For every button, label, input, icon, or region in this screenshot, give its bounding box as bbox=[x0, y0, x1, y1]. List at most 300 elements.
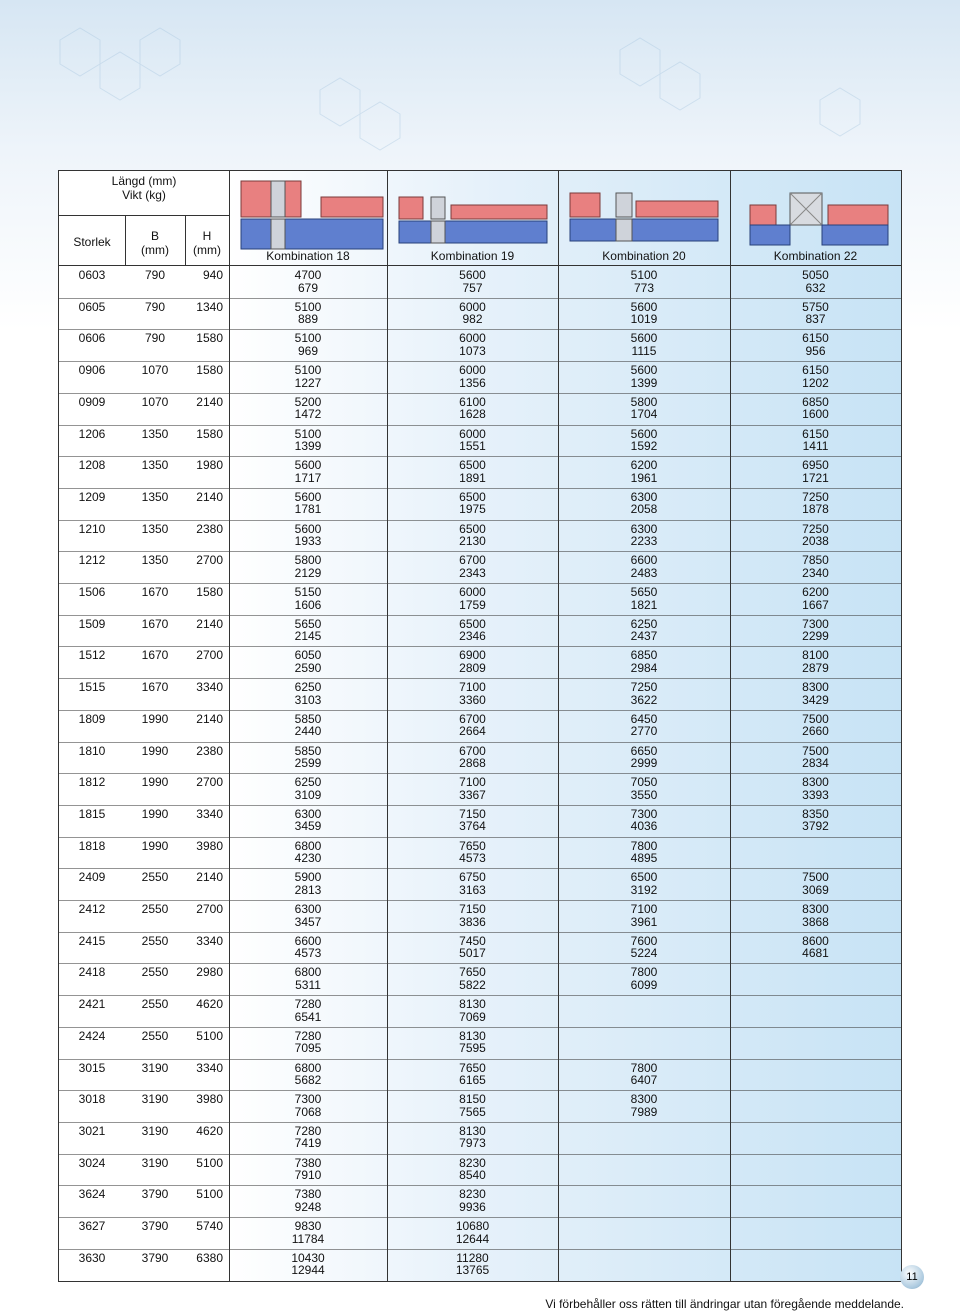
units-caption bbox=[59, 174, 229, 202]
row-separator bbox=[59, 456, 901, 457]
value-cell bbox=[387, 649, 558, 674]
h-cell: 1580 bbox=[196, 585, 223, 599]
table-row bbox=[59, 583, 901, 615]
value-cell bbox=[730, 808, 901, 833]
weight-value: 2130 bbox=[459, 534, 486, 549]
row-separator bbox=[59, 932, 901, 933]
length-value: 5600 bbox=[630, 426, 658, 441]
weight-value: 1961 bbox=[630, 470, 658, 485]
h-cell: 2140 bbox=[196, 394, 223, 409]
length-value: 6650 bbox=[630, 743, 658, 758]
b-cell: 3790 bbox=[141, 1219, 169, 1233]
length-value: 6500 bbox=[630, 870, 658, 885]
weight-value: 2984 bbox=[630, 660, 658, 675]
h-cell: 5100 bbox=[196, 1187, 223, 1202]
value-cell bbox=[387, 1188, 558, 1213]
weight-value: 3429 bbox=[802, 692, 829, 707]
weight-value: 3109 bbox=[294, 787, 322, 802]
table-row bbox=[59, 361, 901, 393]
weight-value: 969 bbox=[297, 343, 319, 358]
length-value: 6900 bbox=[459, 648, 486, 663]
length-value: 5100 bbox=[294, 426, 322, 441]
row-separator bbox=[59, 963, 901, 964]
weight-value: 1600 bbox=[802, 407, 829, 422]
length-value: 8100 bbox=[802, 648, 829, 663]
length-value: 6700 bbox=[459, 743, 486, 758]
row-separator bbox=[59, 1217, 901, 1218]
weight-value: 2599 bbox=[294, 756, 322, 770]
length-value: 6500 bbox=[459, 521, 486, 536]
value-cell bbox=[558, 523, 730, 548]
table-row bbox=[59, 456, 901, 488]
weight-value: 1667 bbox=[802, 597, 829, 612]
b-cell: 1670 bbox=[141, 648, 169, 663]
h-cell: 2700 bbox=[196, 902, 223, 916]
row-separator bbox=[59, 1059, 901, 1060]
weight-value: 3360 bbox=[459, 692, 486, 707]
length-value: 6500 bbox=[459, 458, 486, 473]
weight-value: 7565 bbox=[459, 1104, 486, 1119]
b-cell: 3190 bbox=[141, 1060, 169, 1075]
size-cell: 1206 bbox=[78, 426, 106, 441]
weight-value: 6407 bbox=[630, 1073, 658, 1087]
weight-value: 7973 bbox=[459, 1136, 486, 1151]
weight-value: 2664 bbox=[459, 724, 486, 739]
value-cell bbox=[229, 1252, 387, 1277]
length-value: 8130 bbox=[459, 1123, 486, 1138]
length-value: 7600 bbox=[630, 933, 658, 948]
weight-value: 3459 bbox=[294, 819, 322, 834]
combo-18-header bbox=[229, 171, 387, 265]
row-separator bbox=[59, 488, 901, 489]
weight-value: 2868 bbox=[459, 756, 486, 770]
h-cell: 3340 bbox=[196, 680, 223, 695]
weight-value: 3393 bbox=[802, 787, 829, 802]
value-cell bbox=[730, 871, 901, 896]
length-value: 6300 bbox=[630, 521, 658, 536]
length-value: 6800 bbox=[294, 965, 322, 980]
value-cell bbox=[229, 301, 387, 326]
weight-value: 12644 bbox=[455, 1231, 490, 1246]
weight-value: 2770 bbox=[630, 724, 658, 739]
value-cell bbox=[387, 396, 558, 421]
h-cell: 3980 bbox=[196, 1092, 223, 1107]
value-cell bbox=[229, 586, 387, 611]
value-cell bbox=[387, 586, 558, 611]
h-cell: 2980 bbox=[196, 965, 223, 980]
weight-value: 1019 bbox=[630, 312, 658, 327]
weight-value: 2660 bbox=[802, 724, 829, 739]
b-cell: 3190 bbox=[141, 1155, 169, 1170]
value-cell bbox=[229, 1125, 387, 1150]
table-row bbox=[59, 900, 901, 932]
h-cell: 5100 bbox=[196, 1155, 223, 1170]
value-cell bbox=[229, 1157, 387, 1182]
table-row bbox=[59, 551, 901, 583]
weight-value: 679 bbox=[297, 280, 319, 295]
weight-value: 1933 bbox=[294, 534, 322, 549]
value-cell bbox=[229, 713, 387, 738]
length-value: 7100 bbox=[459, 775, 486, 790]
weight-value: 4230 bbox=[294, 851, 322, 866]
length-value: 7500 bbox=[802, 870, 829, 885]
header-divider bbox=[59, 215, 229, 216]
value-cell bbox=[730, 396, 901, 421]
page-number-badge: 11 bbox=[900, 1265, 924, 1289]
weight-value: 9936 bbox=[459, 1199, 486, 1214]
length-value: 7450 bbox=[459, 933, 486, 948]
value-cell bbox=[730, 935, 901, 960]
length-value: 8300 bbox=[630, 1092, 658, 1107]
table-row bbox=[59, 1027, 901, 1059]
length-value: 5200 bbox=[294, 394, 322, 409]
length-value: 6500 bbox=[459, 616, 486, 631]
length-value: 6050 bbox=[294, 648, 322, 663]
weight-value: 1628 bbox=[459, 407, 486, 422]
h-cell: 940 bbox=[202, 268, 223, 282]
length-value: 5100 bbox=[630, 268, 658, 282]
length-value: 6600 bbox=[630, 553, 658, 568]
combo-20-diagram-icon bbox=[566, 175, 726, 251]
weight-value: 632 bbox=[805, 280, 826, 295]
weight-value: 7989 bbox=[630, 1104, 658, 1119]
length-caption: Längd (mm) bbox=[111, 174, 177, 188]
value-cell bbox=[730, 649, 901, 674]
weight-value: 4573 bbox=[459, 851, 486, 866]
row-separator bbox=[59, 520, 901, 521]
weight-value: 9248 bbox=[294, 1199, 322, 1214]
weight-value: 1721 bbox=[802, 470, 829, 485]
weight-value: 3868 bbox=[802, 914, 829, 929]
value-cell bbox=[387, 808, 558, 833]
weight-value: 3764 bbox=[459, 819, 486, 834]
row-separator bbox=[59, 551, 901, 552]
length-value: 6200 bbox=[802, 585, 829, 599]
weight-value: 757 bbox=[462, 280, 483, 295]
length-value: 6500 bbox=[459, 489, 486, 504]
disclaimer-text: Vi förbehåller oss rätten till ändringar utan föregående meddelande. bbox=[545, 1297, 904, 1311]
length-value: 7380 bbox=[294, 1187, 322, 1202]
length-value: 7300 bbox=[630, 806, 658, 821]
row-separator bbox=[59, 1090, 901, 1091]
weight-caption: Vikt (kg) bbox=[122, 188, 166, 202]
size-cell: 1810 bbox=[78, 743, 106, 758]
value-cell bbox=[730, 586, 901, 611]
weight-value: 7910 bbox=[294, 1168, 322, 1183]
length-value: 8150 bbox=[459, 1092, 486, 1107]
length-value: 7500 bbox=[802, 711, 829, 726]
length-value: 5100 bbox=[294, 299, 322, 314]
value-cell bbox=[229, 428, 387, 453]
length-value: 5100 bbox=[294, 331, 322, 346]
length-value: 7650 bbox=[459, 838, 486, 853]
weight-value: 3192 bbox=[630, 882, 658, 897]
b-cell: 2550 bbox=[141, 902, 169, 916]
weight-value: 3103 bbox=[294, 692, 322, 707]
weight-value: 1227 bbox=[294, 375, 322, 390]
value-cell bbox=[229, 554, 387, 579]
row-separator bbox=[59, 678, 901, 679]
row-separator bbox=[59, 361, 901, 362]
length-value: 5600 bbox=[459, 268, 486, 282]
size-column-header: Storlek bbox=[73, 235, 111, 249]
b-cell: 3190 bbox=[141, 1092, 169, 1107]
length-value: 5800 bbox=[294, 553, 322, 568]
length-value: 7280 bbox=[294, 1028, 322, 1043]
length-value: 5650 bbox=[294, 616, 322, 631]
weight-value: 6541 bbox=[294, 1009, 322, 1024]
value-cell bbox=[558, 428, 730, 453]
value-cell bbox=[229, 840, 387, 865]
size-cell: 1809 bbox=[78, 711, 106, 726]
length-value: 5650 bbox=[630, 585, 658, 599]
row-separator bbox=[59, 742, 901, 743]
length-value: 5600 bbox=[630, 363, 658, 378]
value-cell bbox=[387, 491, 558, 516]
table-row bbox=[59, 329, 901, 361]
weight-value: 1592 bbox=[630, 439, 658, 453]
value-cell bbox=[387, 364, 558, 389]
h-cell: 6380 bbox=[196, 1250, 223, 1265]
weight-value: 2145 bbox=[294, 629, 322, 644]
row-separator bbox=[59, 425, 901, 426]
value-cell bbox=[387, 1220, 558, 1245]
length-value: 6250 bbox=[294, 680, 322, 695]
value-cell bbox=[558, 713, 730, 738]
table-row bbox=[59, 425, 901, 457]
size-cell: 0909 bbox=[78, 394, 106, 409]
weight-value: 2346 bbox=[459, 629, 486, 644]
value-cell bbox=[387, 301, 558, 326]
weight-value: 11784 bbox=[291, 1231, 325, 1246]
size-cell: 1818 bbox=[78, 838, 106, 853]
length-value: 7850 bbox=[802, 553, 829, 568]
b-cell: 1070 bbox=[141, 394, 169, 409]
length-value: 8350 bbox=[802, 806, 829, 821]
b-cell: 1990 bbox=[141, 743, 169, 758]
length-value: 5100 bbox=[294, 363, 322, 378]
size-cell: 1210 bbox=[78, 521, 106, 536]
weight-value: 1472 bbox=[294, 407, 322, 422]
length-value: 5600 bbox=[630, 299, 658, 314]
weight-value: 2129 bbox=[294, 565, 322, 580]
b-cell: 3790 bbox=[141, 1187, 169, 1202]
value-cell bbox=[387, 1252, 558, 1277]
h-cell: 3340 bbox=[196, 933, 223, 948]
value-cell bbox=[387, 523, 558, 548]
value-cell bbox=[229, 935, 387, 960]
b-cell: 1990 bbox=[141, 711, 169, 726]
combo-22-header bbox=[730, 171, 901, 265]
b-cell: 1990 bbox=[141, 775, 169, 790]
value-cell bbox=[387, 1125, 558, 1150]
length-value: 5800 bbox=[630, 394, 658, 409]
value-cell bbox=[229, 1093, 387, 1118]
value-cell bbox=[730, 523, 901, 548]
length-value: 5600 bbox=[294, 521, 322, 536]
length-value: 8300 bbox=[802, 775, 829, 790]
value-cell bbox=[730, 745, 901, 770]
combo-18-diagram-icon bbox=[237, 175, 387, 251]
length-value: 5850 bbox=[294, 711, 322, 726]
length-value: 8130 bbox=[459, 1028, 486, 1043]
value-cell bbox=[558, 1093, 730, 1118]
table-row bbox=[59, 266, 901, 298]
size-cell: 2415 bbox=[78, 933, 106, 948]
weight-value: 12944 bbox=[291, 1263, 325, 1278]
row-separator bbox=[59, 1122, 901, 1123]
value-cell bbox=[229, 776, 387, 801]
b-cell: 1350 bbox=[141, 553, 169, 568]
value-cell bbox=[387, 332, 558, 357]
weight-value: 982 bbox=[462, 312, 483, 327]
weight-value: 837 bbox=[805, 312, 826, 327]
value-cell bbox=[387, 966, 558, 991]
value-cell bbox=[229, 1220, 387, 1245]
weight-value: 3457 bbox=[294, 914, 322, 929]
length-value: 6300 bbox=[294, 806, 322, 821]
table-row bbox=[59, 393, 901, 425]
weight-value: 6165 bbox=[459, 1073, 486, 1087]
length-value: 8230 bbox=[459, 1187, 486, 1202]
value-cell bbox=[387, 459, 558, 484]
h-label: H bbox=[202, 229, 212, 243]
row-separator bbox=[59, 805, 901, 806]
weight-value: 2340 bbox=[802, 565, 829, 580]
length-value: 7650 bbox=[459, 1060, 486, 1075]
size-cell: 3018 bbox=[78, 1092, 106, 1107]
value-cell bbox=[229, 269, 387, 294]
value-cell bbox=[558, 681, 730, 706]
h-cell: 2140 bbox=[196, 870, 223, 885]
h-cell: 2700 bbox=[196, 648, 223, 663]
table-row bbox=[59, 710, 901, 742]
weight-value: 1891 bbox=[459, 470, 486, 485]
row-separator bbox=[59, 1154, 901, 1155]
weight-value: 3961 bbox=[630, 914, 658, 929]
value-cell bbox=[730, 903, 901, 928]
value-cell bbox=[387, 681, 558, 706]
value-cell bbox=[387, 428, 558, 453]
row-separator bbox=[59, 995, 901, 996]
weight-value: 773 bbox=[633, 280, 655, 295]
table-row bbox=[59, 932, 901, 964]
weight-value: 5822 bbox=[459, 977, 486, 992]
length-value: 6850 bbox=[630, 648, 658, 663]
length-value: 7800 bbox=[630, 1060, 658, 1075]
weight-value: 1821 bbox=[630, 597, 658, 612]
weight-value: 1202 bbox=[802, 375, 829, 390]
table-row bbox=[59, 1249, 901, 1281]
value-cell bbox=[730, 459, 901, 484]
size-cell: 2424 bbox=[78, 1028, 106, 1043]
combo-20-label: Kombination 20 bbox=[602, 249, 686, 263]
table-row bbox=[59, 837, 901, 869]
length-value: 8230 bbox=[459, 1155, 486, 1170]
weight-value: 7068 bbox=[294, 1104, 322, 1119]
weight-value: 5682 bbox=[294, 1073, 322, 1087]
dimension-table bbox=[58, 170, 902, 1282]
combo-22-diagram-icon bbox=[738, 175, 898, 251]
b-cell: 1350 bbox=[141, 458, 169, 473]
h-column-header bbox=[185, 229, 229, 257]
value-cell bbox=[387, 998, 558, 1023]
row-separator bbox=[59, 837, 901, 838]
h-cell: 3340 bbox=[196, 806, 223, 821]
weight-value: 5017 bbox=[459, 946, 486, 961]
value-cell bbox=[229, 808, 387, 833]
weight-value: 7095 bbox=[294, 1041, 322, 1056]
weight-value: 1606 bbox=[294, 597, 322, 612]
length-value: 8600 bbox=[802, 933, 829, 948]
weight-value: 13765 bbox=[455, 1263, 490, 1278]
h-cell: 2140 bbox=[196, 616, 223, 631]
length-value: 7800 bbox=[630, 838, 658, 853]
b-cell: 1670 bbox=[141, 680, 169, 695]
table-row bbox=[59, 520, 901, 552]
b-cell: 2550 bbox=[141, 965, 169, 980]
value-cell bbox=[558, 745, 730, 770]
value-cell bbox=[229, 1188, 387, 1213]
weight-value: 2999 bbox=[630, 756, 658, 770]
value-cell bbox=[387, 776, 558, 801]
length-value: 6600 bbox=[294, 933, 322, 948]
weight-value: 7069 bbox=[459, 1009, 486, 1024]
length-value: 11280 bbox=[456, 1250, 489, 1265]
h-cell: 2380 bbox=[196, 521, 223, 536]
table-row bbox=[59, 995, 901, 1027]
value-cell bbox=[558, 935, 730, 960]
size-cell: 1209 bbox=[78, 489, 106, 504]
value-cell bbox=[730, 618, 901, 643]
table-row bbox=[59, 773, 901, 805]
length-value: 5050 bbox=[802, 268, 829, 282]
length-value: 8300 bbox=[802, 902, 829, 916]
combo-22-label: Kombination 22 bbox=[773, 249, 858, 263]
value-cell bbox=[229, 903, 387, 928]
weight-value: 3792 bbox=[802, 819, 829, 834]
value-cell bbox=[558, 364, 730, 389]
table-row bbox=[59, 1122, 901, 1154]
weight-value: 1399 bbox=[630, 375, 658, 390]
value-cell bbox=[387, 1062, 558, 1087]
table-row bbox=[59, 1217, 901, 1249]
length-value: 6950 bbox=[802, 458, 829, 473]
col-divider-h bbox=[185, 215, 186, 265]
value-cell bbox=[229, 364, 387, 389]
weight-value: 1781 bbox=[294, 502, 322, 517]
value-cell bbox=[558, 586, 730, 611]
weight-value: 1759 bbox=[459, 597, 486, 612]
length-value: 6100 bbox=[459, 394, 486, 409]
weight-value: 2343 bbox=[459, 565, 486, 580]
length-value: 4700 bbox=[294, 268, 322, 282]
b-cell: 2550 bbox=[141, 997, 169, 1012]
h-cell: 1980 bbox=[196, 458, 223, 473]
weight-value: 1073 bbox=[459, 343, 486, 358]
size-cell: 3024 bbox=[78, 1155, 106, 1170]
length-value: 5850 bbox=[294, 743, 322, 758]
row-separator bbox=[59, 298, 901, 299]
weight-value: 1411 bbox=[802, 439, 829, 453]
size-cell: 0605 bbox=[78, 299, 106, 314]
value-cell bbox=[387, 1093, 558, 1118]
h-cell: 5100 bbox=[196, 1028, 223, 1043]
weight-value: 8540 bbox=[459, 1168, 486, 1183]
row-separator bbox=[59, 615, 901, 616]
value-cell bbox=[387, 1030, 558, 1055]
value-cell bbox=[558, 1062, 730, 1087]
